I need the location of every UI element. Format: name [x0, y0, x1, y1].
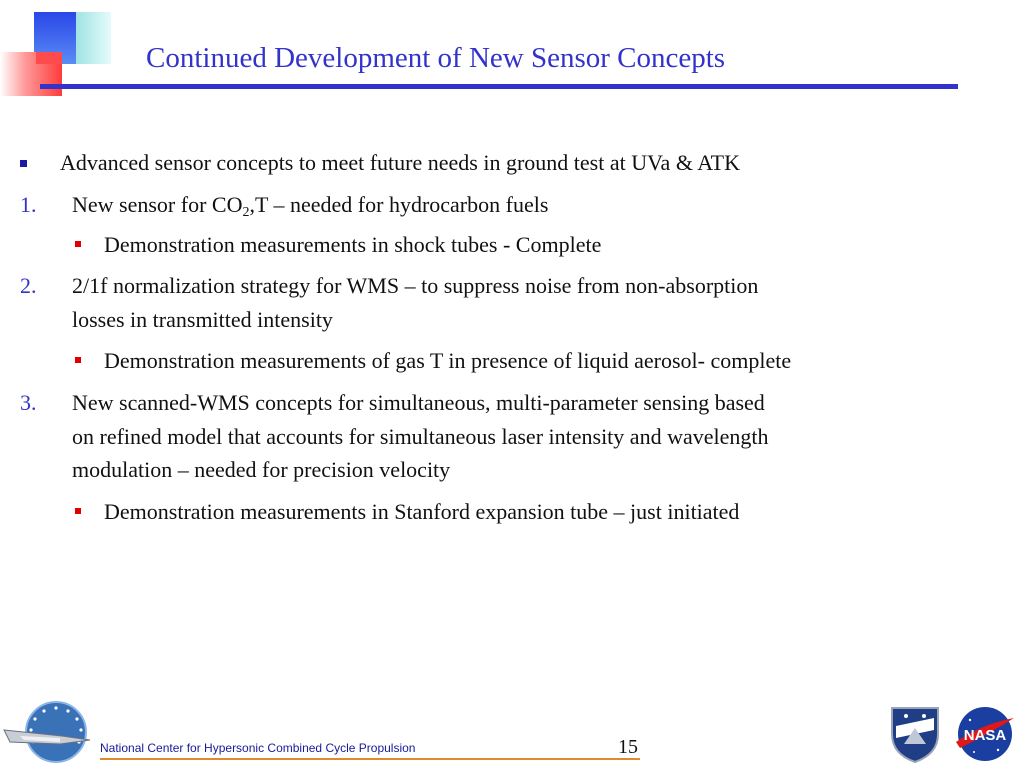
sub-bullet-icon — [75, 357, 81, 363]
sub-bullet-icon — [75, 508, 81, 514]
numbered-item-line: losses in transmitted intensity — [72, 307, 333, 332]
nasa-logo — [952, 704, 1018, 764]
sub-bullet-item: Demonstration measurements of gas T in presence of liquid aerosol- complete — [104, 348, 792, 373]
numbered-item-text: ,T – needed for hydrocarbon fuels — [249, 192, 549, 217]
subscript: 2 — [242, 205, 250, 220]
list-number: 3. — [20, 390, 37, 415]
sub-bullet-item: Demonstration measurements in shock tubes - Complete — [104, 232, 602, 257]
numbered-item-line: modulation – needed for precision velocity — [72, 457, 451, 482]
air-force-shield-logo — [888, 704, 942, 764]
sub-bullet-item: Demonstration measurements in Stanford expansion tube – just initiated — [104, 499, 740, 524]
list-number: 2. — [20, 273, 37, 298]
bullet-item: Advanced sensor concepts to meet future needs in ground test at UVa & ATK — [60, 150, 740, 175]
svg-text:NASA: NASA — [963, 727, 1007, 744]
list-number: 1. — [20, 192, 37, 217]
numbered-item-line: 2/1f normalization strategy for WMS – to suppress noise from non-absorption — [72, 273, 759, 298]
footer-organization: National Center for Hypersonic Combined Cycle Propulsion — [100, 741, 416, 755]
numbered-item-line: New scanned-WMS concepts for simultaneous, multi-parameter sensing based — [72, 390, 765, 415]
numbered-item-line: on refined model that accounts for simultaneous laser intensity and wavelength — [72, 424, 769, 449]
page-number: 15 — [618, 736, 638, 758]
numbered-item — [72, 192, 548, 218]
sub-bullet-icon — [75, 241, 81, 247]
numbered-item-text: New sensor for CO — [72, 192, 243, 217]
hypersonic-center-logo — [0, 700, 96, 764]
bullet-square-icon — [20, 160, 27, 167]
slide-title: Continued Development of New Sensor Concepts — [146, 42, 726, 74]
footer-underline — [100, 758, 640, 760]
